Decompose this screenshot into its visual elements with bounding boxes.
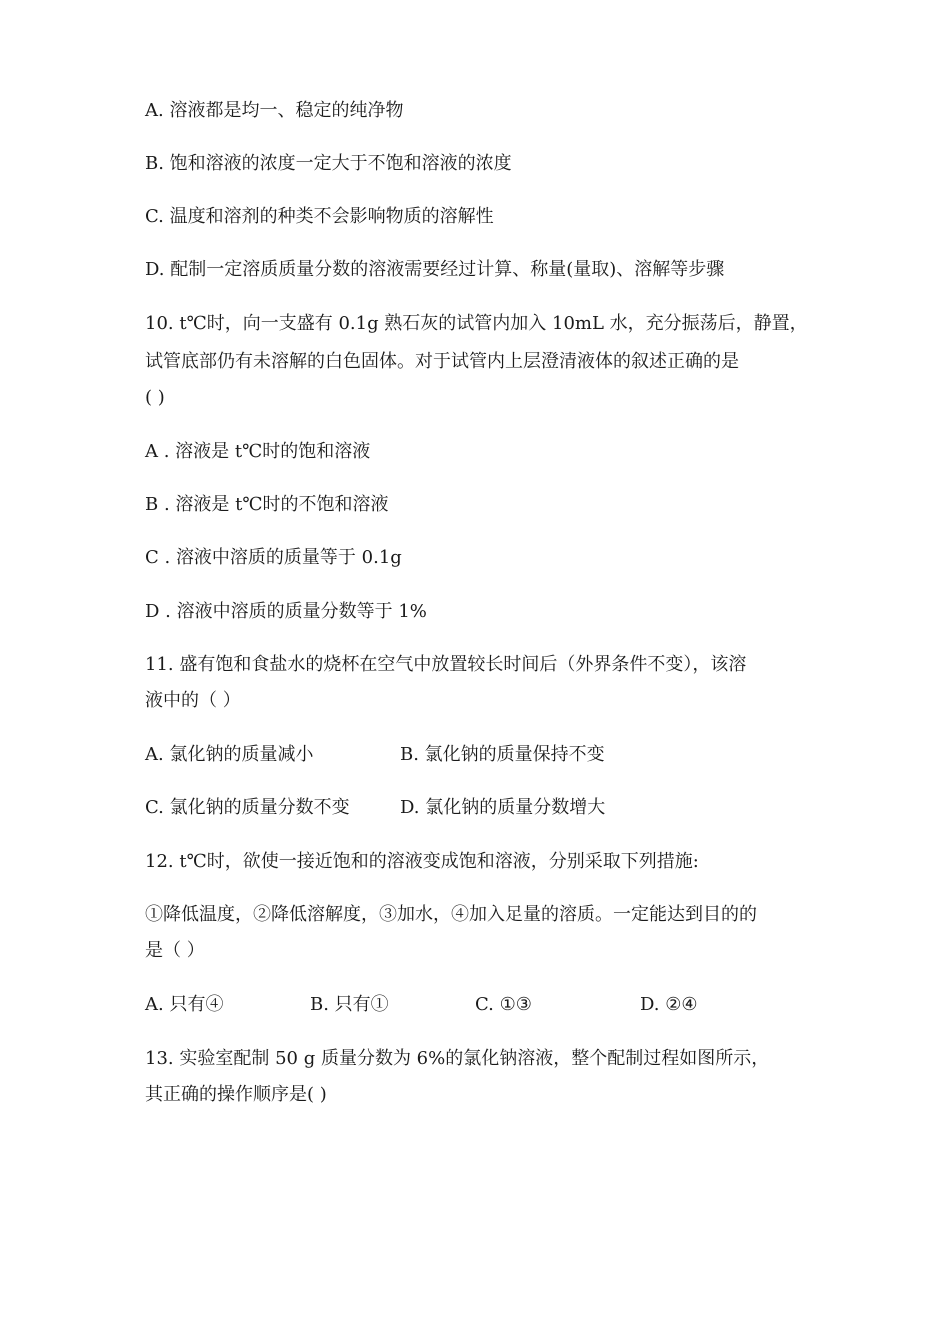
q11-stem-line-2: 液中的（ ） [145, 690, 241, 711]
q13-stem-line-1: 13. 实验室配制 50 g 质量分数为 6%的氯化钠溶液，整个配制过程如图所示， [145, 1048, 770, 1069]
q11-stem-line-1: 11. 盛有饱和食盐水的烧杯在空气中放置较长时间后（外界条件不变），该溶 [145, 654, 747, 675]
q12-stem-line-2: ①降低温度，②降低溶解度，③加水，④加入足量的溶质。一定能达到目的的 [145, 904, 757, 925]
q12-option-b: B. 只有① [310, 994, 389, 1015]
q9-option-a: A. 溶液都是均一、稳定的纯净物 [145, 100, 404, 121]
q11-option-c: C. 氯化钠的质量分数不变 [145, 797, 350, 818]
q12-option-a: A. 只有④ [145, 994, 224, 1015]
q10-stem-line-1: 10. t℃时，向一支盛有 0.1g 熟石灰的试管内加入 10mL 水，充分振荡后，静置， [145, 313, 808, 334]
q12-option-c: C. ①③ [475, 994, 532, 1015]
q11-option-b: B. 氯化钠的质量保持不变 [400, 744, 605, 765]
q12-stem-line-1: 12. t℃时，欲使一接近饱和的溶液变成饱和溶液，分别采取下列措施: [145, 851, 699, 872]
q12-stem-line-3: 是（ ） [145, 940, 205, 961]
q10-option-b: B . 溶液是 t℃时的不饱和溶液 [145, 494, 389, 515]
q11-option-d: D. 氯化钠的质量分数增大 [400, 797, 606, 818]
q10-answer-bracket: ( ) [145, 387, 165, 408]
q13-stem-line-2: 其正确的操作顺序是( ) [145, 1084, 327, 1105]
q11-option-a: A. 氯化钠的质量减小 [145, 744, 314, 765]
q10-option-d: D . 溶液中溶质的质量分数等于 1% [145, 601, 427, 622]
q9-option-b: B. 饱和溶液的浓度一定大于不饱和溶液的浓度 [145, 153, 512, 174]
q9-option-d: D. 配制一定溶质质量分数的溶液需要经过计算、称量(量取)、溶解等步骤 [145, 259, 725, 280]
q12-option-d: D. ②④ [640, 994, 698, 1015]
q10-stem-line-2: 试管底部仍有未溶解的白色固体。对于试管内上层澄清液体的叙述正确的是 [145, 351, 739, 372]
q9-option-c: C. 温度和溶剂的种类不会影响物质的溶解性 [145, 206, 494, 227]
q10-option-c: C . 溶液中溶质的质量等于 0.1g [145, 547, 402, 568]
q10-option-a: A . 溶液是 t℃时的饱和溶液 [145, 441, 371, 462]
